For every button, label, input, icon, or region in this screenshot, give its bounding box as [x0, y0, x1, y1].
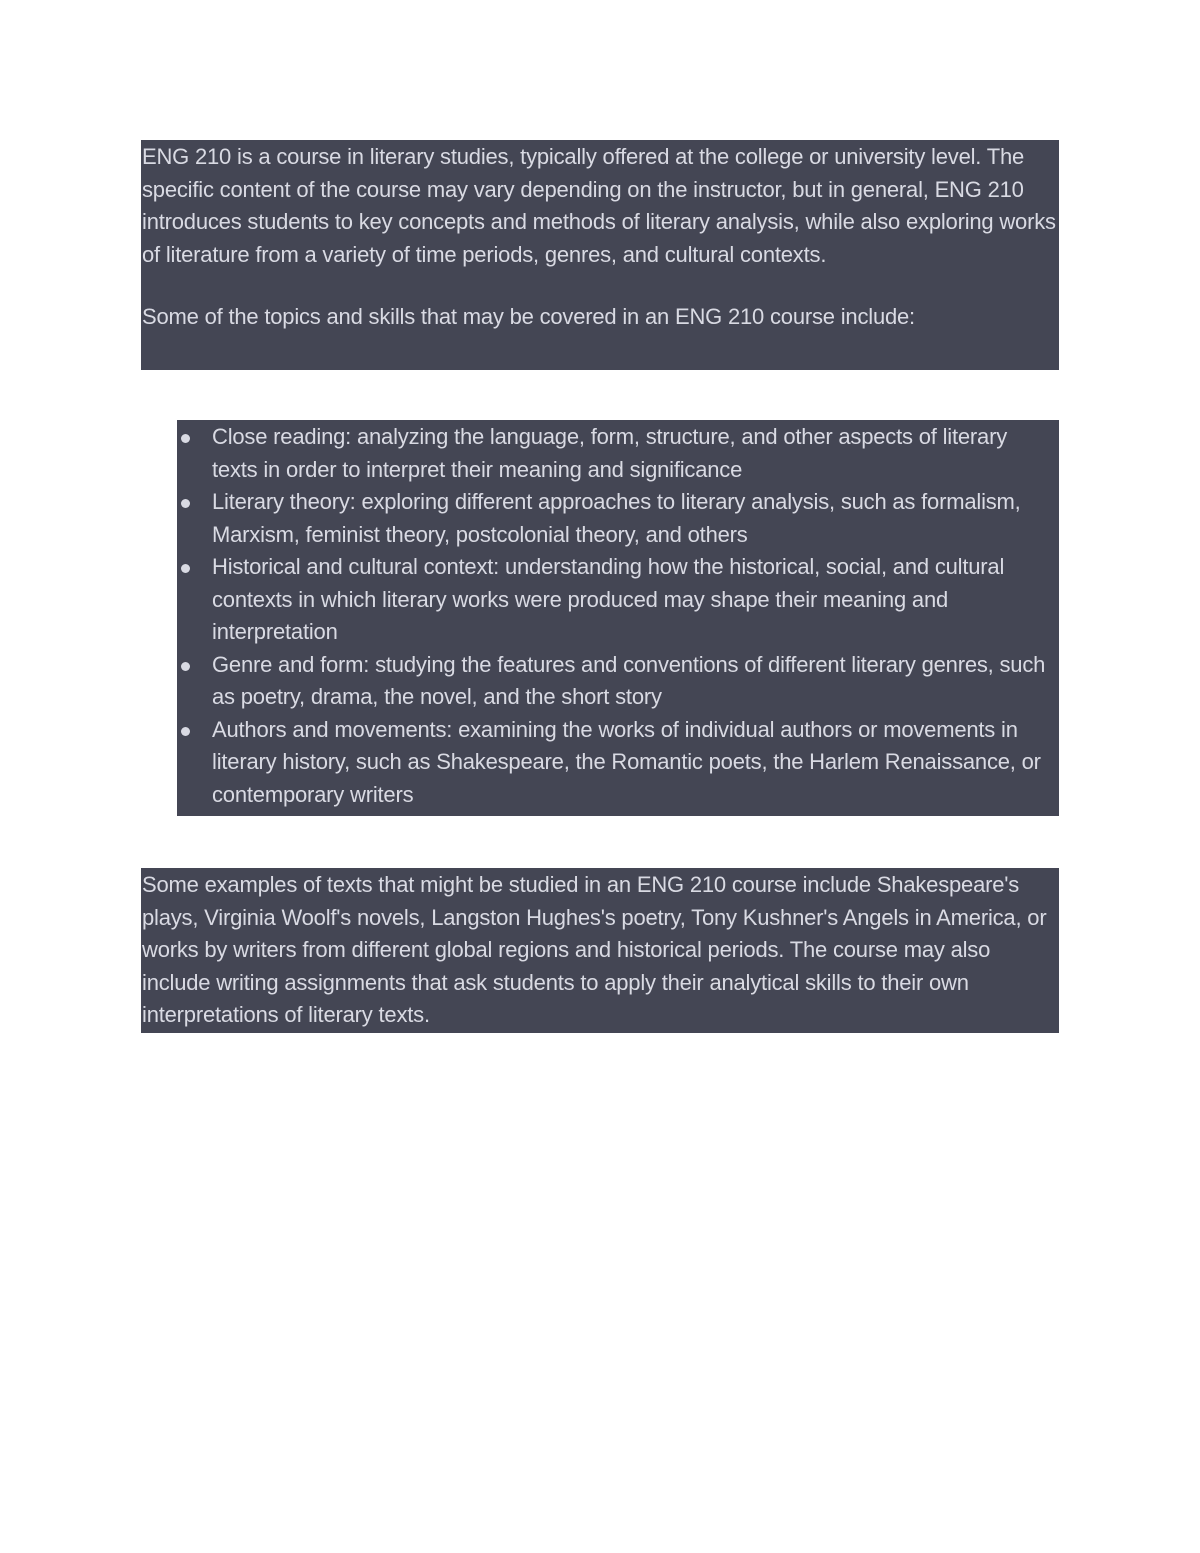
bullet-icon: [181, 662, 190, 671]
examples-paragraph: Some examples of texts that might be studied in an ENG 210 course include Shakespeare's plays, Virginia Woolf's novels, Langston Hughes's poetry, Tony Kushner's Angels in America, or works by writers from different global regions and historical periods. The course may also include writing assignments that ask students to apply their analytical skills to their own interpretations of literary texts.: [142, 872, 1047, 1027]
bullet-icon: [181, 499, 190, 508]
list-item-text: Authors and movements: examining the works of individual authors or movements in literary history, such as Shakespeare, the Romantic poets, the Harlem Renaissance, or contemporary writers: [212, 716, 1041, 807]
intro-paragraph: ENG 210 is a course in literary studies, typically offered at the college or university level. The specific content of the course may vary depending on the instructor, but in general, ENG 210 introduces students to key concepts and methods of literary analysis, while also exploring works of literature from a variety of time periods, genres, and cultural contexts.: [142, 144, 1056, 267]
list-item-text: Historical and cultural context: understanding how the historical, social, and cultural contexts in which literary works were produced may shape their meaning and interpretation: [212, 554, 1005, 644]
examples-block: [141, 868, 1059, 1033]
bullet-icon: [181, 564, 190, 573]
bullet-icon: [181, 434, 190, 443]
intro-block: [141, 140, 1059, 370]
list-item-text: Genre and form: studying the features and conventions of different literary genres, such as poetry, drama, the novel, and the short story: [212, 651, 1046, 709]
list-item: [212, 551, 1057, 649]
list-item: [212, 649, 1057, 714]
list-item-text: Close reading: analyzing the language, form, structure, and other aspects of literary texts in order to interpret their meaning and significance: [212, 424, 1008, 482]
bullet-icon: [181, 727, 190, 736]
topics-block: [177, 420, 1059, 816]
list-item: [212, 714, 1057, 812]
list-item: [212, 421, 1057, 486]
topics-list: [212, 421, 1057, 811]
topics-lead-in: Some of the topics and skills that may be covered in an ENG 210 course include:: [142, 304, 915, 329]
list-item: [212, 486, 1057, 551]
list-item-text: Literary theory: exploring different approaches to literary analysis, such as formalism, Marxism, feminist theory, postcolonial theory, and others: [212, 489, 1021, 547]
